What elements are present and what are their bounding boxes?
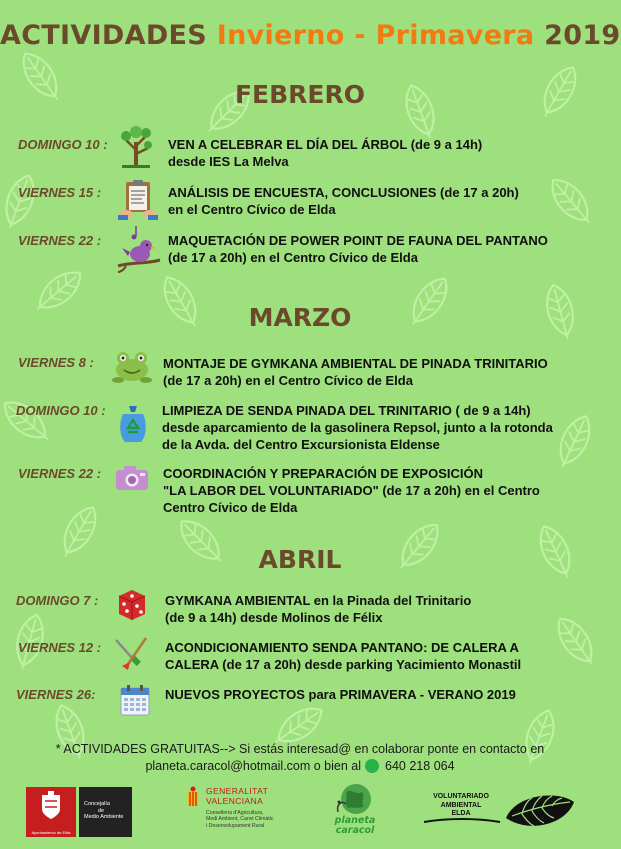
month-heading-febrero: FEBRERO	[234, 80, 366, 109]
generalitat-name	[206, 787, 268, 806]
generalitat-valenciana-logo	[186, 784, 296, 842]
activity-description	[165, 639, 521, 673]
activity-description	[165, 592, 471, 626]
title-year: 2019	[544, 20, 621, 51]
activity-line: GYMKANA AMBIENTAL en la Pinada del Trinitario	[165, 593, 472, 608]
planeta-caracol-line: planeta	[334, 815, 376, 826]
month-heading-marzo: MARZO	[248, 303, 352, 332]
conselleria-line: i Desenvolupament Rural	[206, 822, 265, 829]
activity-line: ANÁLISIS DE ENCUESTA, CONCLUSIONES (de 17 a 20h)	[168, 185, 519, 200]
activity-day: VIERNES 8 :	[18, 355, 94, 370]
concejalia-line: de	[97, 807, 105, 814]
ayuntamiento-shield-block	[26, 787, 76, 837]
voluntariado-line: VOLUNTARIADO	[433, 793, 489, 800]
title-word-primavera: Primavera	[375, 20, 535, 51]
activity-day: DOMINGO 10 :	[18, 137, 108, 152]
title-word-invierno: Invierno	[216, 20, 345, 51]
title-dash: -	[354, 20, 366, 51]
activity-line: (de 17 a 20h) en el Centro Cívico de Elda	[168, 250, 418, 265]
generalitat-conselleria	[206, 810, 273, 829]
activity-line: NUEVOS PROYECTOS para PRIMAVERA - VERANO 2019	[165, 687, 516, 702]
month-heading-abril: ABRIL	[258, 545, 342, 574]
activity-description	[168, 184, 519, 218]
activity-line: "LA LABOR DEL VOLUNTARIADO" (de 17 a 20h) en el Centro	[163, 483, 540, 498]
activity-description	[163, 465, 540, 516]
activity-line: desde aparcamiento de la gasolinera Repsol, junto a la rotonda	[162, 420, 553, 435]
tree-icon	[118, 124, 154, 168]
bird-icon	[116, 222, 162, 274]
poster-title	[0, 20, 621, 51]
activity-day: VIERNES 15 :	[18, 185, 102, 200]
activity-day: VIERNES 26:	[16, 687, 96, 702]
clipboard-icon	[118, 178, 158, 220]
planeta-caracol-globe-icon	[334, 782, 376, 816]
conselleria-line: Medi Ambient, Canvi Climàtic	[206, 816, 274, 823]
title-word-actividades: ACTIVIDADES	[0, 20, 208, 51]
voluntariado-line: ELDA	[451, 810, 471, 817]
activity-line: MONTAJE DE GYMKANA AMBIENTAL DE PINADA TRINITARIO	[163, 356, 548, 371]
generalitat-crest-icon	[186, 786, 200, 812]
concejalia-line: Medio Ambiente	[84, 814, 124, 820]
frog-icon	[112, 348, 152, 384]
ayuntamiento-caption: Ayuntamiento de Elda	[31, 830, 71, 835]
shield-icon	[26, 787, 76, 827]
contact-phone[interactable]: 640 218 064	[385, 759, 455, 773]
activity-day: DOMINGO 10 :	[16, 403, 106, 418]
activity-description	[162, 402, 553, 453]
concejalia-label	[79, 787, 132, 837]
generalitat-name-line: VALENCIANA	[206, 795, 264, 806]
voluntariado-underline	[422, 816, 502, 826]
planeta-caracol-logo	[328, 782, 382, 844]
activity-description	[168, 232, 548, 266]
activity-line: (de 17 a 20h) en el Centro Cívico de Elda	[163, 373, 413, 388]
activity-day: DOMINGO 7 :	[16, 593, 99, 608]
camera-icon	[114, 464, 150, 492]
activity-description	[168, 136, 482, 170]
tools-icon	[112, 636, 152, 672]
calendar-icon	[120, 684, 150, 716]
voluntariado-ambiental-elda-logo	[422, 788, 582, 838]
activity-line: COORDINACIÓN Y PREPARACIÓN DE EXPOSICIÓN	[163, 466, 483, 481]
activity-line: CALERA (de 17 a 20h) desde parking Yacimiento Monastil	[165, 657, 522, 672]
activity-line: de la Avda. del Centro Excursionista Eldense	[162, 437, 440, 452]
activity-line: ACONDICIONAMIENTO SENDA PANTANO: DE CALERA A	[165, 640, 519, 655]
activity-line: VEN A CELEBRAR EL DÍA DEL ÁRBOL (de 9 a 14h)	[168, 137, 483, 152]
contact-email[interactable]: planeta.caracol@hotmail.com o bien al	[145, 759, 362, 773]
conselleria-line: Conselleria d'Agricultura,	[206, 810, 264, 816]
generalitat-name-line: GENERALITAT	[206, 786, 269, 796]
activity-description	[165, 686, 516, 703]
activity-day: VIERNES 12 :	[18, 640, 102, 655]
planeta-caracol-line: caracol	[335, 825, 375, 836]
recycle-bag-icon	[117, 404, 149, 444]
activity-line: MAQUETACIÓN DE POWER POINT DE FAUNA DEL PANTANO	[168, 233, 548, 248]
concejalia-line: Concejalía	[84, 801, 110, 807]
activity-line: Centro Cívico de Elda	[163, 500, 298, 515]
ayuntamiento-elda-logo	[26, 787, 132, 837]
activity-description	[163, 355, 548, 389]
whatsapp-icon	[365, 759, 379, 773]
activity-line: desde IES La Melva	[168, 154, 289, 169]
dice-icon	[115, 586, 149, 622]
footer-contact-line	[0, 759, 600, 774]
voluntariado-wordmark	[422, 793, 500, 819]
activity-line: (de 9 a 14h) desde Molinos de Félix	[165, 610, 383, 625]
voluntariado-line: AMBIENTAL	[440, 801, 482, 809]
footer-contact-note: * ACTIVIDADES GRATUITAS--> Si estás interesad@ en colaborar ponte en contacto en	[55, 742, 545, 756]
activity-day: VIERNES 22 :	[18, 233, 102, 248]
activity-line: LIMPIEZA DE SENDA PINADA DEL TRINITARIO ( de 9 a 14h)	[162, 403, 531, 418]
leaf-logo-icon	[500, 788, 578, 838]
activity-day: VIERNES 22 :	[18, 466, 102, 481]
planeta-caracol-wordmark	[328, 816, 382, 836]
activity-line: en el Centro Cívico de Elda	[168, 202, 336, 217]
